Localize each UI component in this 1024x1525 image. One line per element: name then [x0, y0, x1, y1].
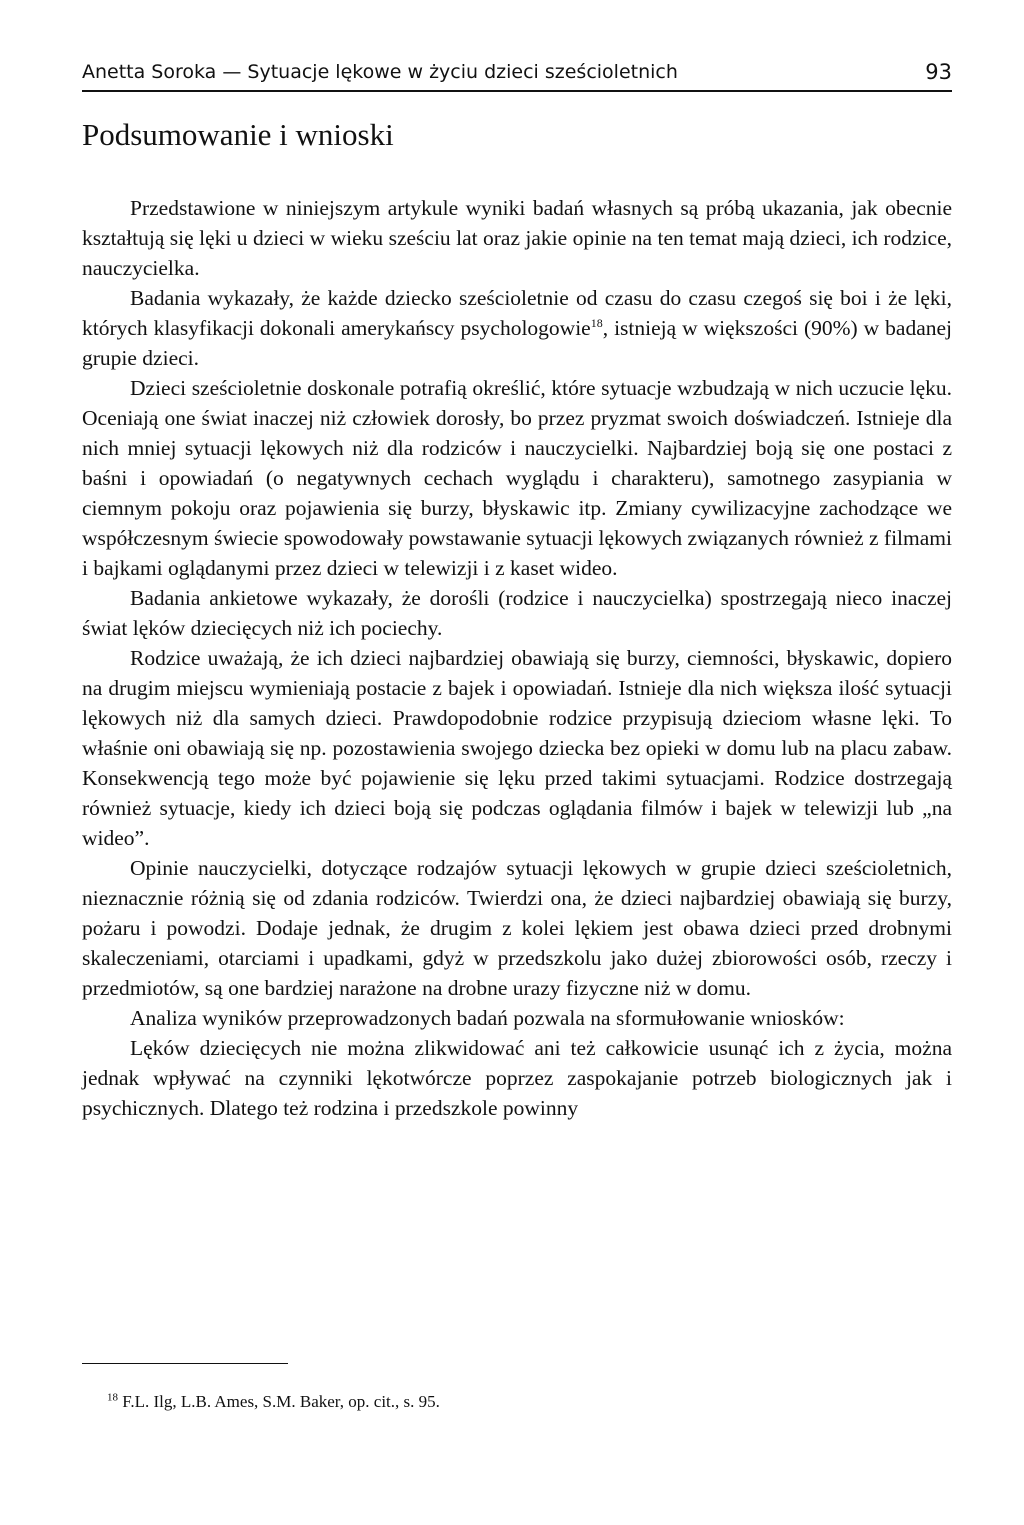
paragraph: Analiza wyników przeprowadzonych badań pozwala na sformułowanie wniosków: — [130, 1006, 845, 1030]
footnote-divider — [82, 1363, 288, 1364]
footnote-marker: 18 — [107, 1391, 118, 1404]
section-title: Podsumowanie i wnioski — [82, 117, 394, 152]
paragraph: Rodzice uważają, że ich dzieci najbardziej obawiają się burzy, ciemności, błyskawic, dopiero na drugim miejscu wymieniają postacie z bajek i opowiadań. Istnieje dla nich większa ilość sytuacji lękowych niż dla samych dzieci. Prawdopodobnie rodzice przypisują dzieciom własne lęki. To właśnie oni obawiają się np. pozostawienia swojego dziecka bez opieki w domu lub na placu zabaw. Konsekwencją tego może być pojawienie się lęku przed takimi sytuacjami. Rodzice dostrzegają również sytuacje, kiedy ich dzieci boją się podczas oglądania filmów i bajek w telewizji lub „na wideo”. — [82, 646, 952, 850]
paragraph: Badania ankietowe wykazały, że dorośli (rodzice i nauczycielka) spostrzegają nieco inaczej świat lęków dziecięcych niż ich pociechy. — [82, 586, 952, 640]
body-text — [82, 193, 952, 1123]
running-title: Anetta Soroka — Sytuacje lękowe w życiu dzieci sześcioletnich — [82, 61, 678, 83]
paragraph: Dzieci sześcioletnie doskonale potrafią określić, które sytuacje wzbudzają w nich uczucie lęku. Oceniają one świat inaczej niż człowiek dorosły, bo przez pryzmat swoich doświadczeń. Istnieje dla nich mniej sytuacji lękowych niż dla rodziców i nauczycielki. Najbardziej boją się one postaci z baśni i opowiadań (o negatywnych cechach wyglądu i charakteru), samotnego zasypiania w ciemnym pokoju oraz pojawienia się burzy, błyskawic itp. Zmiany cywilizacyjne zachodzące we współczesnym świecie spowodowały powstawanie sytuacji lękowych związanych również z filmami i bajkami oglądanymi przez dzieci w telewizji i z kaset wideo. — [82, 376, 952, 580]
footnote-text: F.L. Ilg, L.B. Ames, S.M. Baker, op. cit., s. 95. — [118, 1392, 440, 1411]
running-header — [82, 58, 952, 92]
footnote-reference[interactable]: 18 — [590, 315, 603, 330]
paragraph: Lęków dziecięcych nie można zlikwidować ani też całkowicie usunąć ich z życia, można jednak wpływać na czynniki lękotwórcze poprzez zaspokajanie potrzeb biologicznych jak i psychicznych. Dlatego też rodzina i przedszkole powinny — [82, 1036, 952, 1120]
paragraph-text: , istnieją w większości (90%) w badanej grupie dzieci. — [82, 316, 952, 370]
footnote — [107, 1390, 440, 1414]
page-number: 93 — [925, 60, 952, 84]
paragraph — [82, 283, 952, 373]
paragraph: Opinie nauczycielki, dotyczące rodzajów sytuacji lękowych w grupie dzieci sześcioletnich, nieznacznie różnią się od zdania rodziców. Twierdzi ona, że dzieci najbardziej obawiają się burzy, pożaru i powodzi. Dodaje jednak, że drugim z kolei lękiem jest obawa dzieci przed drobnymi skaleczeniami, otarciami i upadkami, gdyż w przedszkolu jako dużej zbiorowości osób, rzeczy i przedmiotów, są one bardziej narażone na drobne urazy fizyczne niż w domu. — [82, 856, 952, 1000]
paragraph-text: Badania wykazały, że każde dziecko sześcioletnie od czasu do czasu czegoś się boi i że lęki, których klasyfikacji dokonali amerykańscy psychologowie — [82, 286, 952, 340]
paragraph: Przedstawione w niniejszym artykule wyniki badań własnych są próbą ukazania, jak obecnie kształtują się lęki u dzieci w wieku sześciu lat oraz jakie opinie na ten temat mają dzieci, ich rodzice, nauczycielka. — [82, 196, 952, 280]
